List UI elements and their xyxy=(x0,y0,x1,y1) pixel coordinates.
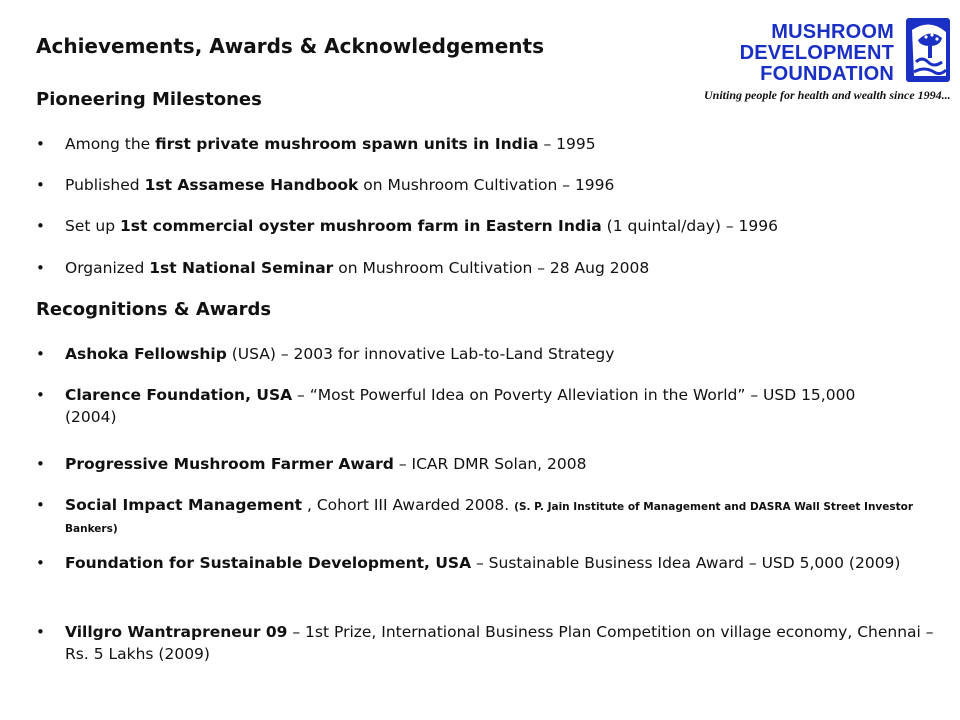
logo-line-3: FOUNDATION xyxy=(760,63,894,85)
logo-tagline: Uniting people for health and wealth since 1994... xyxy=(704,88,951,102)
list-item: • Ashoka Fellowship (USA) – 2003 for innovative Lab-to-Land Strategy xyxy=(36,345,615,363)
list-item: • Among the first private mushroom spawn units in India – 1995 xyxy=(36,135,596,153)
bullet-icon: • xyxy=(36,496,45,514)
list-item: • Progressive Mushroom Farmer Award – ICAR DMR Solan, 2008 xyxy=(36,455,587,473)
list-item: • Organized 1st National Seminar on Mushroom Cultivation – 28 Aug 2008 xyxy=(36,259,650,277)
bullet-icon: • xyxy=(36,455,45,473)
logo-line-1: MUSHROOM xyxy=(771,21,894,43)
bullet-icon: • xyxy=(36,217,45,235)
list-item: • Published 1st Assamese Handbook on Mushroom Cultivation – 1996 xyxy=(36,176,615,194)
bullet-icon: • xyxy=(36,345,45,363)
bullet-icon: • xyxy=(36,554,45,572)
bullet-icon: • xyxy=(36,623,45,641)
bullet-icon: • xyxy=(36,386,45,404)
bullet-icon: • xyxy=(36,176,45,194)
list-item: • Villgro Wantrapreneur 09 – 1st Prize, International Business Plan Competition on village economy, Chennai – Rs. 5 Lakhs (2009) xyxy=(36,623,934,663)
section-heading-awards: Recognitions & Awards xyxy=(36,299,272,320)
list-item: • Clarence Foundation, USA – “Most Powerful Idea on Poverty Alleviation in the World” – USD 15,000 (2004) xyxy=(36,386,856,426)
list-item: • Social Impact Management , Cohort III Awarded 2008. (S. P. Jain Institute of Management and DASRA Wall Street Investor Bankers) xyxy=(36,496,914,535)
section-heading-milestones: Pioneering Milestones xyxy=(36,89,262,110)
mdf-logo xyxy=(700,16,954,106)
list-item: • Set up 1st commercial oyster mushroom farm in Eastern India (1 quintal/day) – 1996 xyxy=(36,217,778,235)
award-note: (S. P. Jain Institute of Management and DASRA Wall Street Investor Bankers) xyxy=(65,501,914,535)
slide-title: Achievements, Awards & Acknowledgements xyxy=(36,34,544,58)
list-item: • Foundation for Sustainable Development, USA – Sustainable Business Idea Award – USD 5,000 (2009) xyxy=(36,554,901,572)
bullet-icon: • xyxy=(36,259,45,277)
mushroom-emblem-icon xyxy=(900,16,954,84)
logo-line-2: DEVELOPMENT xyxy=(739,42,894,64)
bullet-icon: • xyxy=(36,135,45,153)
